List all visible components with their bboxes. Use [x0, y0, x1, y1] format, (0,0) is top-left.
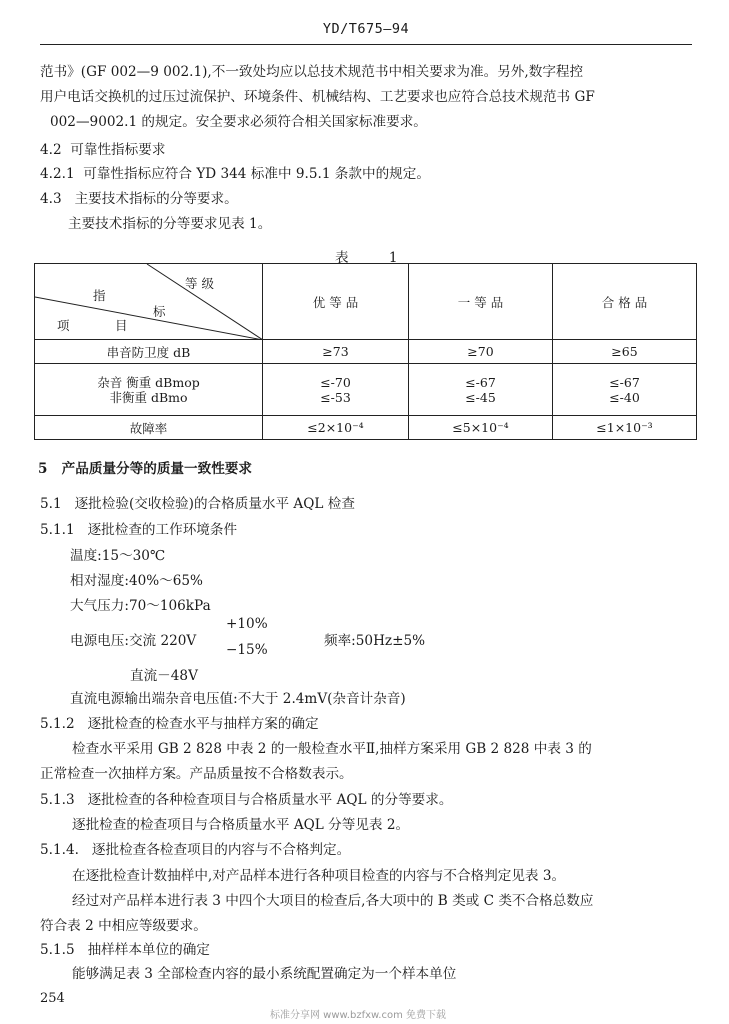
page-number: 254: [40, 991, 65, 1006]
section-5-1-1: [40, 520, 237, 540]
section-5-1-5: [40, 940, 210, 960]
row-label-crosstalk: 串音防卫度 dB: [35, 340, 263, 364]
section-title: 逐批检查的工作环境条件: [87, 522, 238, 538]
env-temperature: 温度:15～30℃: [70, 548, 166, 564]
noise-unweighted-value: ≤-45: [465, 389, 496, 405]
section-number: 5.1.5: [40, 942, 75, 958]
section-5-1-3-text: 逐批检查的检查项目与合格质量水平 AQL 分等见表 2。: [72, 817, 410, 833]
failure-rate-first: ≤5×10⁻⁴: [409, 416, 553, 440]
section-number: 5.1.2: [40, 716, 75, 732]
corner-item-b: 目: [115, 318, 128, 333]
section-number: 5.1.3: [40, 792, 75, 808]
corner-indicator-b: 标: [153, 304, 166, 319]
grade-header-qualified: 合 格 品: [553, 264, 697, 340]
section-5-1-2-text-2: 正常检查一次抽样方案。产品质量按不合格数表示。: [40, 766, 353, 782]
section-number: 4.2.1: [40, 166, 75, 182]
noise-weighted-label: 杂音 衡重 dBmop: [97, 374, 200, 390]
table-1: [34, 263, 697, 440]
section-title: 可靠性指标要求: [70, 142, 166, 158]
section-5-1-2-text-1: 检查水平采用 GB 2 828 中表 2 的一般检查水平Ⅱ,抽样方案采用 GB 2 828 中表 3 的: [72, 741, 592, 757]
noise-premium: [263, 364, 409, 416]
env-noise-voltage: 直流电源输出端杂音电压值:不大于 2.4mV(杂音计杂音): [70, 691, 406, 707]
section-5: [38, 459, 252, 479]
section-title: 逐批检查的各种检查项目与合格质量水平 AQL 的分等要求。: [87, 792, 453, 808]
section-number: 5.1.4.: [40, 842, 79, 858]
crosstalk-qualified: ≥65: [553, 340, 697, 364]
crosstalk-first: ≥70: [409, 340, 553, 364]
intro-line-2: 用户电话交换机的过压过流保护、环境条件、机械结构、工艺要求也应符合总技术规范书 GF: [40, 89, 595, 105]
row-label-failure-rate: 故障率: [35, 416, 263, 440]
section-5-1-4-text-2: 经过对产品样本进行表 3 中四个大项目的检查后,各大项中的 B 类或 C 类不合格总数应: [72, 893, 594, 909]
section-text: 可靠性指标应符合 YD 344 标准中 9.5.1 条款中的规定。: [83, 166, 430, 182]
section-5-1-4: [40, 840, 350, 860]
section-number: 5.1: [40, 496, 62, 512]
env-frequency: 频率:50Hz±5%: [324, 633, 426, 649]
env-humidity: 相对湿度:40%～65%: [70, 573, 203, 589]
section-number: 5.1.1: [40, 522, 75, 538]
section-4-3: [40, 189, 238, 209]
section-4-2-1: [40, 164, 430, 184]
env-voltage-tol-minus: −15%: [226, 642, 268, 658]
section-5-1: [40, 494, 355, 514]
corner-grade-label: 等 级: [185, 276, 214, 291]
section-number: 5: [38, 461, 48, 477]
grade-header-first: 一 等 品: [409, 264, 553, 340]
section-title: 逐批检验(交收检验)的合格质量水平 AQL 检查: [74, 496, 355, 512]
crosstalk-premium: ≥73: [263, 340, 409, 364]
watermark-footer: 标准分享网 www.bzfxw.com 免费下载: [270, 1010, 446, 1021]
intro-line-3: 002—9002.1 的规定。安全要求必须符合相关国家标准要求。: [50, 114, 427, 130]
env-dc-voltage: 直流－48V: [130, 668, 198, 684]
noise-first: [409, 364, 553, 416]
section-5-1-4-text-1: 在逐批检查计数抽样中,对产品样本进行各种项目检查的内容与不合格判定见表 3。: [72, 868, 566, 884]
env-voltage-tol-plus: +10%: [226, 616, 268, 632]
section-4-2: [40, 140, 165, 160]
section-title: 主要技术指标的分等要求。: [74, 191, 238, 207]
section-4-3-text: 主要技术指标的分等要求见表 1。: [68, 216, 272, 232]
section-5-1-2: [40, 714, 319, 734]
failure-rate-premium: ≤2×10⁻⁴: [263, 416, 409, 440]
failure-rate-qualified: ≤1×10⁻³: [553, 416, 697, 440]
noise-unweighted-value: ≤-53: [320, 389, 351, 405]
section-title: 逐批检查各检查项目的内容与不合格判定。: [91, 842, 351, 858]
section-title: 逐批检查的检查水平与抽样方案的确定: [87, 716, 319, 732]
corner-indicator-a: 指: [93, 288, 106, 303]
noise-weighted-value: ≤-70: [320, 374, 351, 390]
section-5-1-5-text: 能够满足表 3 全部检查内容的最小系统配置确定为一个样本单位: [72, 966, 457, 982]
env-voltage-label: 电源电压:交流 220V: [70, 633, 197, 649]
corner-item-a: 项: [57, 318, 70, 333]
noise-weighted-value: ≤-67: [609, 374, 640, 390]
noise-qualified: [553, 364, 697, 416]
section-number: 4.2: [40, 142, 62, 158]
row-label-noise: [35, 364, 263, 416]
noise-unweighted-label: 非衡重 dBmo: [109, 389, 188, 405]
section-5-1-4-text-3: 符合表 2 中相应等级要求。: [40, 918, 207, 934]
section-5-1-3: [40, 790, 452, 810]
table-corner-cell: [35, 264, 263, 340]
section-title: 抽样样本单位的确定: [87, 942, 210, 958]
section-title: 产品质量分等的质量一致性要求: [61, 461, 252, 477]
header-rule: [40, 44, 692, 45]
standard-code-header: YD/T675—94: [322, 21, 410, 37]
noise-unweighted-value: ≤-40: [609, 389, 640, 405]
intro-line-1: 范书》(GF 002—9 002.1),不一致处均应以总技术规范书中相关要求为准。另外,数字程控: [40, 64, 584, 80]
env-pressure: 大气压力:70～106kPa: [70, 598, 211, 614]
section-number: 4.3: [40, 191, 62, 207]
noise-weighted-value: ≤-67: [465, 374, 496, 390]
table-1-caption: 表 1: [335, 250, 416, 266]
grade-header-premium: 优 等 品: [263, 264, 409, 340]
